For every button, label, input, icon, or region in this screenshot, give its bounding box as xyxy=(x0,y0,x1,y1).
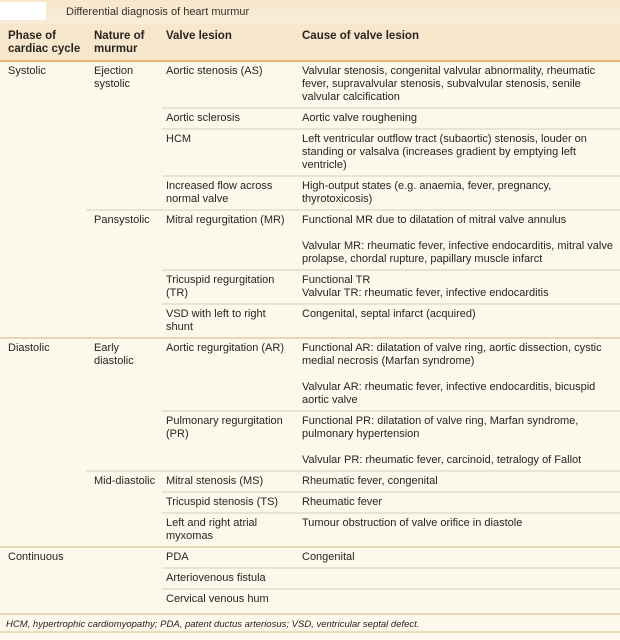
cause-cell xyxy=(298,492,620,513)
valve-lesion-cell: Pulmonary regurgitation (PR) xyxy=(162,411,298,471)
header-nature: Nature of murmur xyxy=(86,24,162,61)
valve-lesion-cell: Aortic stenosis (AS) xyxy=(166,65,263,77)
cause-cell xyxy=(298,270,620,304)
table-row xyxy=(0,338,620,411)
phase-cell: Diastolic xyxy=(0,338,86,547)
cause-cell xyxy=(298,304,620,338)
footnote: HCM, hypertrophic cardiomyopathy; PDA, patent ductus arteriosus; VSD, ventricular septal defect. xyxy=(0,613,620,633)
cause-cell xyxy=(298,61,620,108)
phase-cell: Continuous xyxy=(0,547,86,609)
table-row xyxy=(0,61,620,108)
redacted-label xyxy=(0,2,46,20)
murmur-table xyxy=(0,24,620,609)
table-row xyxy=(0,471,620,492)
cause-cell xyxy=(298,108,620,129)
nature-cell xyxy=(86,547,162,609)
nature-cell: Mid-diastolic xyxy=(86,471,162,547)
cause-cell xyxy=(298,589,620,609)
header-cause: Cause of valve lesion xyxy=(298,24,620,61)
cause-cell xyxy=(298,513,620,547)
cause-text: Functional PR: dilatation of valve ring, Marfan syndrome, pulmonary hypertension xyxy=(302,415,579,440)
header-row xyxy=(0,24,620,61)
cause-cell xyxy=(298,547,620,568)
valve-lesion-cell: Left and right atrial myxomas xyxy=(162,513,298,547)
cause-cell xyxy=(298,210,620,270)
valve-lesion-cell: Arteriovenous fistula xyxy=(162,568,298,589)
table-row xyxy=(0,547,620,568)
cause-cell xyxy=(298,176,620,210)
cause-text: Rheumatic fever xyxy=(302,496,383,508)
valve-lesion-cell: Tricuspid stenosis (TS) xyxy=(162,492,298,513)
table-body xyxy=(0,61,620,609)
phase-cell: Systolic xyxy=(8,65,46,77)
cause-text: Congenital, septal infarct (acquired) xyxy=(302,308,476,320)
header-lesion: Valve lesion xyxy=(162,24,298,61)
cause-text: Valvular PR: rheumatic fever, carcinoid, tetralogy of Fallot xyxy=(302,454,582,466)
cause-text: Congenital xyxy=(302,551,355,563)
cause-text: Valvular MR: rheumatic fever, infective endocarditis, mitral valve prolapse, chordal rupture, papillary muscle infarct xyxy=(302,240,613,265)
valve-lesion-cell: Tricuspid regurgitation (TR) xyxy=(162,270,298,304)
table-title-band xyxy=(0,0,620,24)
cause-text: Functional TR xyxy=(302,274,371,286)
cause-text: Valvular stenosis, congenital valvular abnormality, rheumatic fever, supravalvular stenosis, subvalvular stenosis, senile valvular calcification xyxy=(302,65,596,103)
valve-lesion-cell: Mitral regurgitation (MR) xyxy=(162,210,298,270)
valve-lesion-cell: Aortic sclerosis xyxy=(162,108,298,129)
valve-lesion-cell: VSD with left to right shunt xyxy=(162,304,298,338)
table-title: Differential diagnosis of heart murmur xyxy=(66,6,250,18)
cause-text: High-output states (e.g. anaemia, fever, pregnancy, thyrotoxicosis) xyxy=(302,180,552,205)
valve-lesion-cell: PDA xyxy=(162,547,298,568)
valve-lesion-cell: Mitral stenosis (MS) xyxy=(162,471,298,492)
valve-lesion-cell: Cervical venous hum xyxy=(162,589,298,609)
table-row xyxy=(0,210,620,270)
valve-lesion-cell: HCM xyxy=(162,129,298,176)
nature-cell: Pansystolic xyxy=(86,210,162,338)
nature-cell: Early diastolic xyxy=(86,338,162,471)
valve-lesion-cell: Aortic regurgitation (AR) xyxy=(162,338,298,411)
cause-text: Functional AR: dilatation of valve ring, aortic dissection, cystic medial necrosis (Marfan syndrome) xyxy=(302,342,602,367)
cause-text: Rheumatic fever, congenital xyxy=(302,475,438,487)
header-phase: Phase of cardiac cycle xyxy=(0,24,86,61)
valve-lesion-cell: Increased flow across normal valve xyxy=(162,176,298,210)
cause-cell xyxy=(298,568,620,589)
cause-cell xyxy=(298,338,620,411)
cause-cell xyxy=(298,129,620,176)
nature-cell: Ejection systolic xyxy=(94,65,134,90)
cause-text: Valvular AR: rheumatic fever, infective endocarditis, bicuspid aortic valve xyxy=(302,381,596,406)
cause-text: Valvular TR: rheumatic fever, infective endocarditis xyxy=(302,287,549,299)
cause-text: Left ventricular outflow tract (subaortic) stenosis, louder on standing or valsalva (increases gradient by emptying left ventricle) xyxy=(302,133,587,171)
cause-text: Tumour obstruction of valve orifice in diastole xyxy=(302,517,523,529)
cause-cell xyxy=(298,471,620,492)
cause-cell xyxy=(298,411,620,471)
cause-text: Functional MR due to dilatation of mitral valve annulus xyxy=(302,214,567,226)
cause-text: Aortic valve roughening xyxy=(302,112,417,124)
